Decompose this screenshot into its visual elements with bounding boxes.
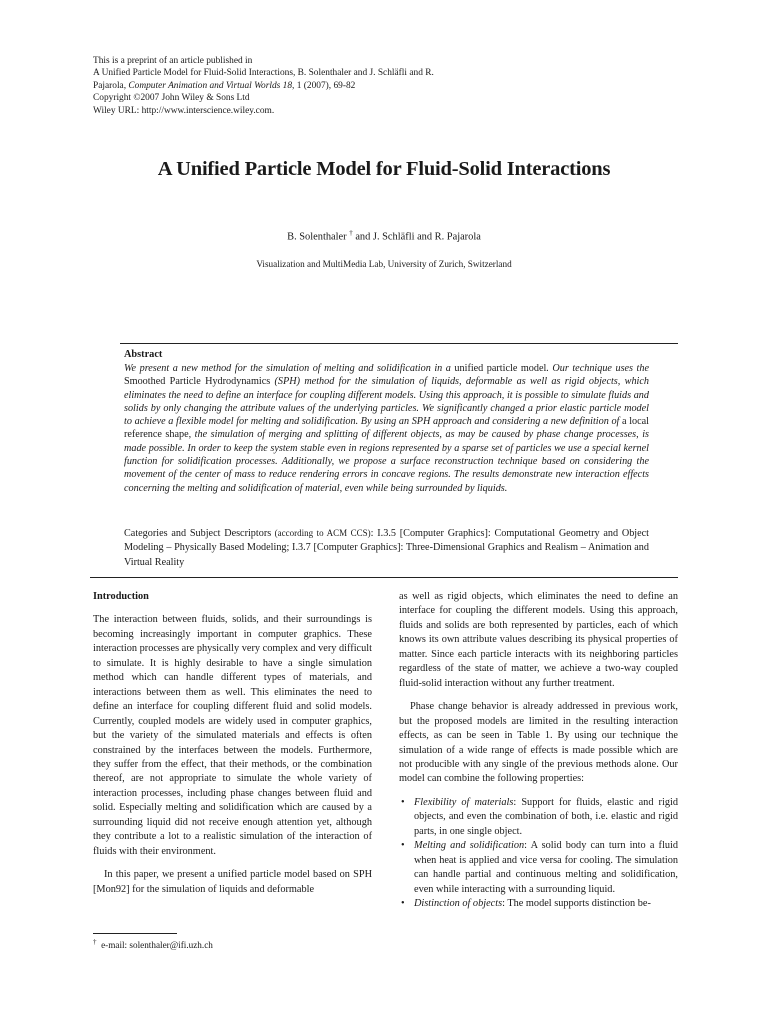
list-item [399, 839, 678, 897]
abstract-s1: We present a new method for the simulation of melting and solidification in a [124, 363, 455, 374]
copyright-line: Copyright ©2007 John Wiley & Sons Ltd [93, 93, 250, 104]
wiley-url-line: Wiley URL: http://www.interscience.wiley.com. [93, 105, 275, 116]
author-first: B. Solenthaler [287, 231, 347, 243]
journal-prefix: Pajarola, [93, 80, 129, 91]
footnote-mark: † [93, 938, 97, 946]
abstract-bottom-rule [90, 577, 678, 578]
preprint-line: This is a preprint of an article published in [93, 56, 253, 66]
categories-note: (according to ACM CCS) [271, 528, 371, 538]
author-dagger: † [349, 229, 353, 237]
property-text: : Support for fluids, elastic and rigid objects, and even the combination of both, i.e. elastic and rigid parts, in one single object. [414, 796, 678, 837]
body-column-left [93, 590, 372, 897]
abstract-s7: , the simulation of merging and splitting of different objects, as may be caused by phase change processes, is made possible. In order to keep the system stable even in regions represented by a sparse set of particles we use a special kernel function for solidification processes. Additionally, we propose a surface reconstruction technique based on considering the movement of the center of mass to reduce rendering errors in concave regions. The results demonstrate new interaction effects concerning the melting and solidification of material, even while being surrounded by liquids. [124, 429, 650, 494]
affiliation: Visualization and MultiMedia Lab, University of Zurich, Switzerland [256, 259, 512, 269]
list-item [399, 796, 678, 839]
abstract-text [124, 362, 649, 495]
categories-descriptors [124, 526, 649, 570]
preprint-line: A Unified Particle Model for Fluid-Solid Interactions, B. Solenthaler and J. Schläfli and R. [93, 68, 434, 79]
abstract-s3: . Our technique uses the [546, 363, 649, 374]
section-heading-introduction: Introduction [93, 591, 149, 602]
abstract-heading: Abstract [124, 349, 163, 360]
list-item [399, 897, 678, 911]
intro-paragraph-2: In this paper, we present a unified particle model based on SPH [Mon92] for the simulation of liquids and deformable [93, 869, 372, 895]
paper-title: A Unified Particle Model for Fluid-Solid Interactions [157, 158, 611, 180]
property-term: Flexibility of materials [414, 796, 514, 808]
intro-paragraph-3: Phase change behavior is already addressed in previous work, but the proposed models are limited in the resulting interaction effects, as can be seen in Table 1. By using our technique the simulation of a wide range of effects is made possible which are not producible with any single of the previous methods alone. Our model can combine the following properties: [399, 701, 678, 785]
abstract-s6: a local reference shape [124, 416, 649, 441]
journal-name: Computer Animation and Virtual Worlds 18 [128, 80, 293, 91]
properties-list [399, 796, 678, 912]
author-list [0, 229, 768, 242]
property-text: : A solid body can turn into a fluid when heat is applied and vice versa for cooling. The simulation can handle partial and continuous melting and solidification, even while interacting with a surrounding liquid. [414, 840, 678, 895]
body-column-right [399, 590, 678, 912]
abstract-s5: (SPH) method for the simulation of liquids, deformable as well as rigid objects, which eliminates the need to define an interface for coupling different models. Using this approach, it is possible to simulate fluids and solids by only changing the attribute values of the underlying particles. We significantly changed a prior elastic particle model to achieve a flexible model for melting and solidification. By using an SPH approach and considering a new definition of [124, 376, 649, 428]
footnote [93, 938, 213, 950]
footnote-email: e-mail: solenthaler@ifi.uzh.ch [101, 940, 213, 951]
footnote-rule [93, 933, 177, 934]
intro-paragraph-2-continued: as well as rigid objects, which eliminates the need to define an interface for coupling the different models. Using this approach, fluids and solids are both represented by particles, each of which knows its own attribute values describing its physical properties of matter. Since each particle interacts with its neighboring particles regardless of the state of matter, we achieve a two-way coupled fluid-solid interaction without any further treatment. [399, 591, 678, 689]
abstract-s2: unified particle model [454, 363, 547, 374]
categories-text: : I.3.5 [Computer Graphics]: Computational Geometry and Object Modeling – Physically Based Modeling; I.3.7 [Computer Graphics]: Three-Dimensional Graphics and Realism – Animation and Virtual Reality [124, 528, 650, 568]
property-text: : The model supports distinction be- [502, 898, 651, 910]
preprint-notice [93, 55, 693, 117]
journal-details: , 1 (2007), 69-82 [292, 80, 356, 91]
preprint-journal-line [93, 80, 693, 92]
property-term: Distinction of objects [414, 898, 503, 910]
intro-paragraph-1: The interaction between fluids, solids, and their surroundings is becoming increasingly important in computer graphics. These interaction processes are physically very complex and very difficult to simulate. It is highly desirable to have a single simulation method which can handle different types of materials, and interactions between them as well. This eliminates the need to define an interface for coupling different fluid and solid models. Currently, coupled models are widely used in computer graphics, but the variety of the simulated materials and effects is often constrained by the interfaces between the models. Furthermore, they suffer from the effect, that their methods, or the combination thereof, are not appropriate to simulate the whole variety of interaction processes, including phase changes between fluid and solid. Especially melting and solidification which are caused by a surrounding liquid did not receive enough attention yet, although they contribute a lot to a realistic simulation of the interaction of fluids with their environment. [93, 614, 372, 857]
property-term: Melting and solidification [414, 840, 525, 852]
categories-label: Categories and Subject Descriptors [124, 528, 272, 539]
author-rest: and J. Schläfli and R. Pajarola [352, 231, 481, 243]
abstract-top-rule [120, 343, 678, 344]
abstract-s4: Smoothed Particle Hydrodynamics [124, 376, 271, 388]
